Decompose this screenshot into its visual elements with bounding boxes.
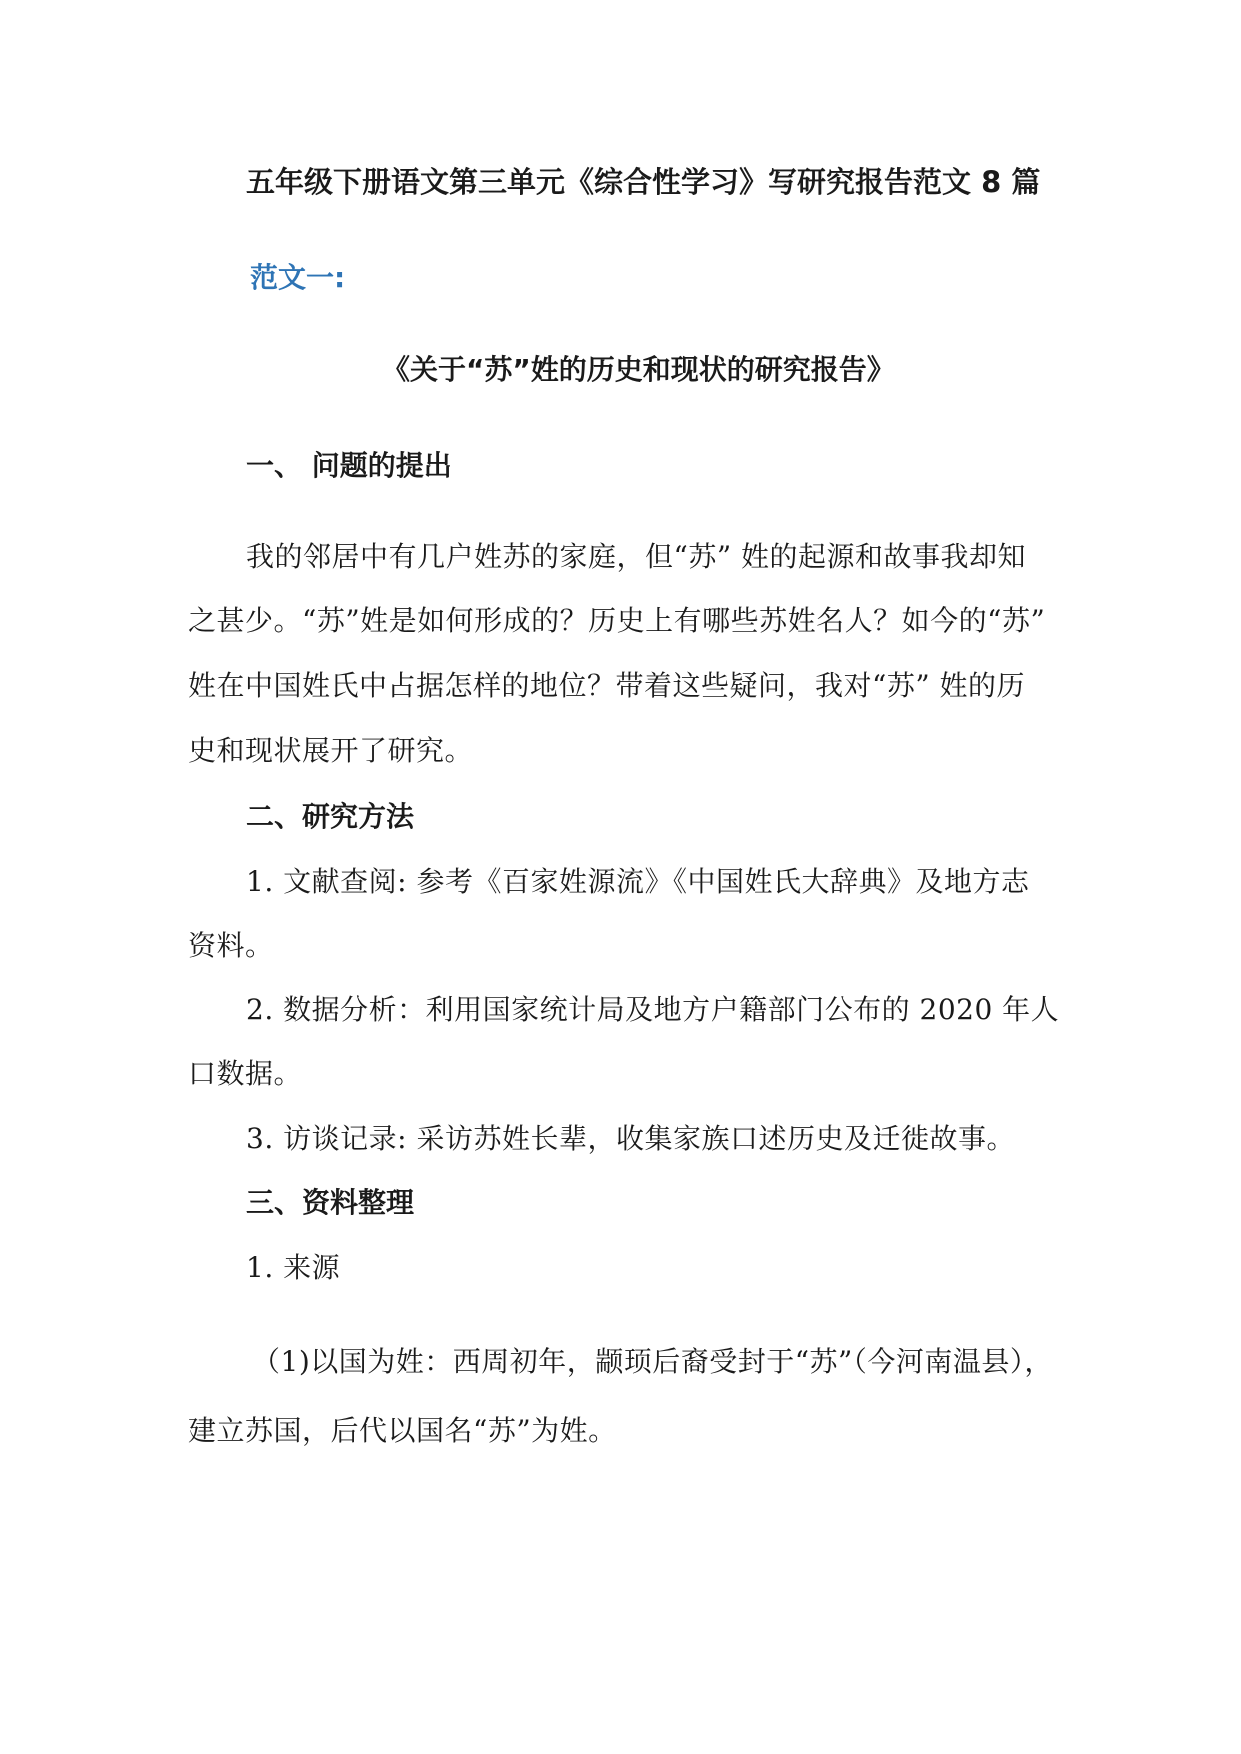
paragraph-line: 史和现状展开了研究。 — [188, 734, 474, 767]
report-title: 《关于“苏”姓的历史和现状的研究报告》 — [382, 353, 895, 386]
list-item-line: 口数据。 — [188, 1057, 303, 1090]
list-item-line: 2. 数据分析：利用国家统计局及地方户籍部门公布的 2020 年人 — [246, 993, 1060, 1026]
list-item-line: 1. 文献查阅: 参考《百家姓源流》《中国姓氏大辞典》及地方志 — [246, 865, 1030, 898]
paragraph-line: （1)以国为姓：西周初年，颛顼后裔受封于“苏”（今河南温县）， — [252, 1345, 1053, 1378]
section-heading-2: 二、研究方法 — [246, 800, 415, 833]
sample-label: 范文一: — [250, 261, 346, 294]
list-item-line: 资料。 — [188, 929, 274, 962]
subheading: 1. 来源 — [246, 1251, 341, 1284]
paragraph-line: 之甚少。“苏”姓是如何形成的？历史上有哪些苏姓名人？如今的“苏” — [188, 604, 1046, 637]
paragraph-line: 姓在中国姓氏中占据怎样的地位？带着这些疑问，我对“苏” 姓的历 — [188, 669, 1026, 702]
paragraph-line: 建立苏国，后代以国名“苏”为姓。 — [188, 1414, 617, 1447]
section-heading-3: 三、资料整理 — [246, 1186, 415, 1219]
document-title: 五年级下册语文第三单元《综合性学习》写研究报告范文 8 篇 — [246, 165, 1041, 199]
section-heading-1: 一、 问题的提出 — [246, 449, 452, 482]
paragraph-line: 我的邻居中有几户姓苏的家庭，但“苏” 姓的起源和故事我却知 — [246, 540, 1027, 573]
list-item-line: 3. 访谈记录: 采访苏姓长辈，收集家族口述历史及迁徙故事。 — [246, 1122, 1015, 1155]
